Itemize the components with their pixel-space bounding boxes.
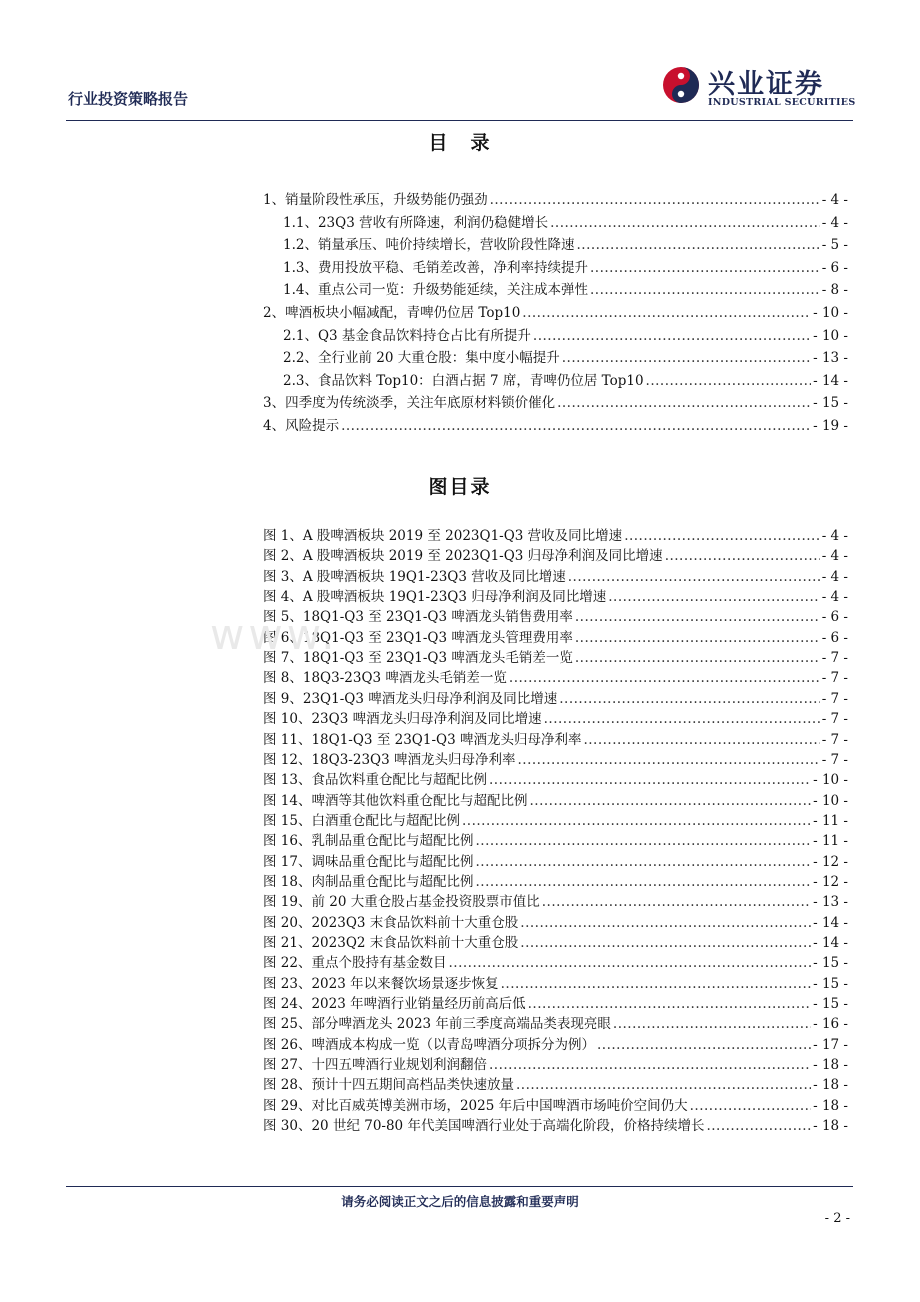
figures-heading: 图目录 — [428, 476, 492, 498]
page-number: - 2 - — [824, 1211, 850, 1226]
toc-entry[interactable] — [283, 280, 848, 300]
figure-entry[interactable] — [263, 953, 848, 973]
dot-leader — [475, 831, 811, 851]
entry-page: - 10 - — [813, 792, 848, 809]
dot-leader — [706, 1116, 811, 1136]
report-type-label: 行业投资策略报告 — [68, 90, 189, 108]
entry-label: 1.3、费用投放平稳、毛销差改善，净利率持续提升 — [283, 259, 588, 276]
entry-page: - 11 - — [813, 812, 848, 829]
entry-page: - 8 - — [821, 282, 848, 299]
figure-entry[interactable] — [263, 526, 848, 546]
logo-name-cn: 兴业证券 — [708, 69, 824, 100]
entry-label: 图 27、十四五啤酒行业规划利润翻倍 — [263, 1057, 487, 1074]
entry-label: 图 16、乳制品重仓配比与超配比例 — [263, 833, 474, 850]
dot-leader — [576, 235, 819, 255]
dot-leader — [575, 648, 820, 668]
dot-leader — [509, 668, 820, 688]
entry-label: 图 12、18Q3-23Q3 啤酒龙头归母净利率 — [263, 751, 516, 768]
toc-entry[interactable] — [283, 258, 848, 278]
entry-page: - 19 - — [813, 418, 848, 434]
figure-entry[interactable] — [263, 1014, 848, 1034]
figure-entry[interactable] — [263, 770, 848, 790]
entry-page: - 4 - — [821, 589, 848, 606]
figure-entry[interactable] — [263, 689, 848, 709]
entry-label: 图 9、23Q1-Q3 啤酒龙头归母净利润及同比增速 — [263, 690, 558, 707]
footer-divider — [66, 1186, 853, 1187]
entry-page: - 17 - — [813, 1036, 848, 1053]
entry-page: - 4 - — [821, 192, 848, 208]
entry-label: 图 8、18Q3-23Q3 啤酒龙头毛销差一览 — [263, 670, 507, 687]
entry-page: - 5 - — [821, 237, 848, 254]
figure-entry[interactable] — [263, 892, 848, 912]
dot-leader — [542, 892, 811, 912]
dot-leader — [690, 1096, 811, 1116]
entry-label: 1.1、23Q3 营收有所降速，利润仍稳健增长 — [283, 214, 549, 231]
entry-label: 3、四季度为传统淡季，关注年底原材料锁价催化 — [263, 395, 556, 412]
dot-leader — [475, 852, 811, 872]
entry-page: - 4 - — [821, 214, 848, 231]
toc-entry[interactable] — [283, 213, 848, 233]
figure-entry[interactable] — [263, 872, 848, 892]
entry-label: 图 5、18Q1-Q3 至 23Q1-Q3 啤酒龙头销售费用率 — [263, 609, 573, 626]
toc-entry[interactable] — [283, 235, 848, 255]
dot-leader — [568, 567, 820, 587]
figure-entry[interactable] — [263, 1096, 848, 1116]
entry-label: 图 30、20 世纪 70-80 年代美国啤酒行业处于高端化阶段，价格持续增长 — [263, 1118, 705, 1135]
entry-page: - 4 - — [821, 548, 848, 565]
figure-entry[interactable] — [263, 994, 848, 1014]
figure-entry[interactable] — [263, 1116, 848, 1136]
figure-entry[interactable] — [263, 628, 848, 648]
entry-label: 图 15、白酒重仓配比与超配比例 — [263, 812, 460, 829]
entry-label: 图 2、A 股啤酒板块 2019 至 2023Q1-Q3 归母净利润及同比增速 — [263, 548, 663, 565]
figure-entry[interactable] — [263, 1075, 848, 1095]
dot-leader — [490, 190, 820, 210]
entry-label: 图 20、2023Q3 末食品饮料前十大重仓股 — [263, 914, 519, 931]
figure-entry[interactable] — [263, 1055, 848, 1075]
figure-entry[interactable] — [263, 974, 848, 994]
entry-page: - 10 - — [813, 305, 848, 321]
entry-page: - 18 - — [813, 1097, 848, 1114]
entry-page: - 14 - — [813, 914, 848, 931]
dot-leader — [462, 811, 811, 831]
entry-label: 1、销量阶段性承压，升级势能仍强劲 — [263, 192, 488, 208]
dot-leader — [501, 974, 811, 994]
figure-entry[interactable] — [263, 1035, 848, 1055]
entry-page: - 14 - — [813, 935, 848, 951]
entry-label: 1.2、销量承压、吨价持续增长，营收阶段性降速 — [283, 237, 575, 254]
entry-page: - 18 - — [813, 1118, 848, 1135]
dot-leader — [533, 326, 811, 346]
dot-leader — [489, 770, 811, 790]
dot-leader — [590, 280, 820, 300]
entry-label: 图 24、2023 年啤酒行业销量经历前高后低 — [263, 996, 526, 1013]
figure-entry[interactable] — [263, 811, 848, 831]
entry-page: - 7 - — [821, 751, 848, 768]
entry-label: 图 21、2023Q2 末食品饮料前十大重仓股 — [263, 935, 519, 951]
dot-leader — [448, 953, 811, 973]
logo-mark-icon — [662, 66, 700, 104]
figure-entry[interactable] — [263, 709, 848, 729]
company-logo — [662, 66, 856, 112]
dot-leader — [341, 416, 811, 436]
entry-label: 图 10、23Q3 啤酒龙头归母净利润及同比增速 — [263, 711, 542, 728]
entry-page: - 10 - — [813, 772, 848, 789]
entry-page: - 7 - — [821, 670, 848, 687]
entry-page: - 6 - — [821, 259, 848, 276]
dot-leader — [624, 526, 820, 546]
dot-leader — [550, 213, 820, 233]
entry-label: 图 1、A 股啤酒板块 2019 至 2023Q1-Q3 营收及同比增速 — [263, 528, 623, 544]
toc-entry[interactable] — [263, 303, 848, 323]
dot-leader — [608, 587, 819, 607]
dot-leader — [529, 791, 811, 811]
entry-label: 图 23、2023 年以来餐饮场景逐步恢复 — [263, 975, 499, 992]
dot-leader — [665, 546, 820, 566]
dot-leader — [528, 994, 811, 1014]
entry-label: 图 4、A 股啤酒板块 19Q1-23Q3 归母净利润及同比增速 — [263, 589, 607, 606]
dot-leader — [557, 393, 811, 413]
watermark: www. — [210, 610, 339, 659]
figure-entry[interactable] — [263, 546, 848, 566]
figure-entry[interactable] — [263, 933, 848, 953]
entry-page: - 6 - — [821, 629, 848, 646]
dot-leader — [520, 933, 811, 953]
entry-page: - 6 - — [821, 609, 848, 626]
entry-label: 图 6、18Q1-Q3 至 23Q1-Q3 啤酒龙头管理费用率 — [263, 629, 573, 646]
dot-leader — [520, 913, 811, 933]
entry-page: - 10 - — [813, 327, 848, 344]
entry-label: 图 26、啤酒成本构成一览（以青岛啤酒分项拆分为例） — [263, 1036, 595, 1053]
toc-heading: 目 录 — [428, 132, 492, 154]
dot-leader — [562, 348, 811, 368]
dot-leader — [590, 258, 820, 278]
entry-label: 图 13、食品饮料重仓配比与超配比例 — [263, 772, 487, 789]
dot-leader — [475, 872, 811, 892]
entry-label: 图 25、部分啤酒龙头 2023 年前三季度高端品类表现亮眼 — [263, 1016, 611, 1033]
entry-page: - 4 - — [821, 568, 848, 585]
dot-leader — [597, 1035, 811, 1055]
entry-label: 图 17、调味品重仓配比与超配比例 — [263, 853, 474, 870]
dot-leader — [516, 1075, 811, 1095]
dot-leader — [518, 750, 820, 770]
entry-label: 图 29、对比百威英博美洲市场，2025 年后中国啤酒市场吨价空间仍大 — [263, 1097, 688, 1114]
figure-entry[interactable] — [263, 567, 848, 587]
figure-entry[interactable] — [263, 791, 848, 811]
entry-page: - 7 - — [821, 711, 848, 728]
figure-entry[interactable] — [263, 607, 848, 627]
entry-label: 2、啤酒板块小幅减配，青啤仍位居 Top10 — [263, 305, 521, 321]
toc-entry[interactable] — [283, 348, 848, 368]
entry-label: 图 7、18Q1-Q3 至 23Q1-Q3 啤酒龙头毛销差一览 — [263, 650, 573, 667]
entry-page: - 16 - — [813, 1016, 848, 1033]
entry-page: - 13 - — [813, 894, 848, 911]
entry-page: - 15 - — [813, 975, 848, 992]
entry-page: - 15 - — [813, 395, 848, 412]
entry-page: - 12 - — [813, 873, 848, 890]
entry-page: - 15 - — [813, 996, 848, 1013]
figure-entry[interactable] — [263, 730, 848, 750]
entry-label: 图 11、18Q1-Q3 至 23Q1-Q3 啤酒龙头归母净利率 — [263, 731, 582, 748]
entry-label: 图 28、预计十四五期间高档品类快速放量 — [263, 1077, 514, 1094]
entry-label: 图 19、前 20 大重仓股占基金投资股票市值比 — [263, 894, 540, 911]
figure-entry[interactable] — [263, 648, 848, 668]
disclaimer-note: 请务必阅读正文之后的信息披露和重要声明 — [341, 1194, 579, 1209]
dot-leader — [489, 1055, 811, 1075]
dot-leader — [575, 628, 820, 648]
entry-label: 2.1、Q3 基金食品饮料持仓占比有所提升 — [283, 327, 531, 344]
entry-label: 1.4、重点公司一览：升级势能延续，关注成本弹性 — [283, 282, 588, 299]
entry-page: - 18 - — [813, 1077, 848, 1094]
entry-page: - 15 - — [813, 955, 848, 972]
entry-label: 图 18、肉制品重仓配比与超配比例 — [263, 873, 474, 890]
entry-page: - 7 - — [821, 650, 848, 667]
figure-entry[interactable] — [263, 587, 848, 607]
toc-entry[interactable] — [263, 393, 848, 413]
entry-label: 图 22、重点个股持有基金数目 — [263, 955, 447, 972]
entry-label: 图 14、啤酒等其他饮料重仓配比与超配比例 — [263, 792, 528, 809]
toc-entry[interactable] — [283, 326, 848, 346]
dot-leader — [559, 689, 819, 709]
entry-label: 4、风险提示 — [263, 418, 340, 434]
logo-name-en: INDUSTRIAL SECURITIES — [708, 97, 856, 108]
header-divider — [66, 120, 853, 121]
entry-page: - 4 - — [821, 528, 848, 544]
entry-page: - 12 - — [813, 853, 848, 870]
figure-entry[interactable] — [263, 913, 848, 933]
entry-page: - 13 - — [813, 350, 848, 367]
entry-label: 图 3、A 股啤酒板块 19Q1-23Q3 营收及同比增速 — [263, 568, 566, 585]
toc-entry[interactable] — [263, 190, 848, 210]
dot-leader — [583, 730, 819, 750]
entry-page: - 7 - — [821, 690, 848, 707]
entry-page: - 14 - — [813, 372, 848, 389]
dot-leader — [646, 371, 812, 391]
entry-page: - 18 - — [813, 1057, 848, 1074]
entry-page: - 7 - — [821, 731, 848, 748]
figure-entry[interactable] — [263, 668, 848, 688]
dot-leader — [544, 709, 820, 729]
toc-entry[interactable] — [283, 371, 848, 391]
entry-label: 2.2、全行业前 20 大重仓股：集中度小幅提升 — [283, 350, 560, 367]
figure-entry[interactable] — [263, 750, 848, 770]
figure-entry[interactable] — [263, 831, 848, 851]
dot-leader — [613, 1014, 811, 1034]
dot-leader — [522, 303, 811, 323]
entry-label: 2.3、食品饮料 Top10：白酒占据 7 席，青啤仍位居 Top10 — [283, 372, 644, 389]
entry-page: - 11 - — [813, 833, 848, 850]
toc-entry[interactable] — [263, 416, 848, 436]
figure-entry[interactable] — [263, 852, 848, 872]
dot-leader — [575, 607, 820, 627]
